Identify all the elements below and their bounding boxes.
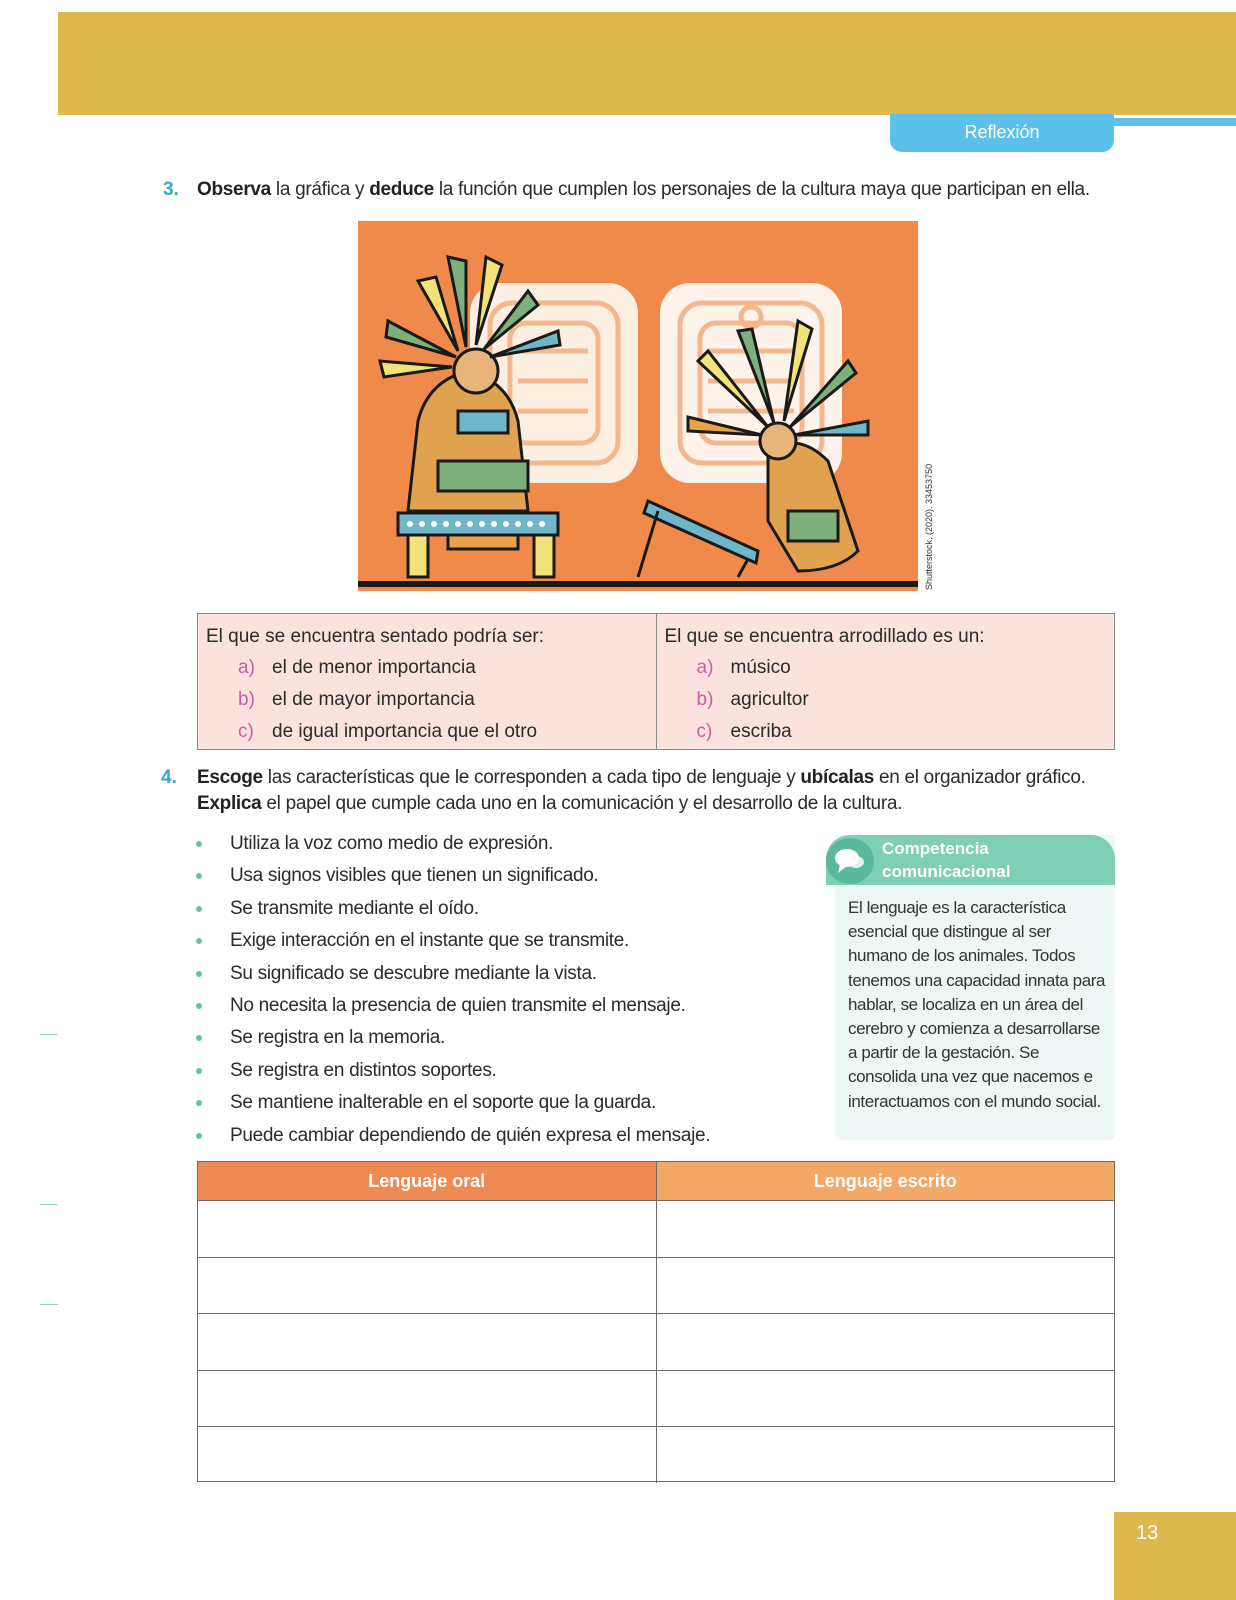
language-organizer-table [197, 1161, 1115, 1482]
competencia-title [882, 837, 1102, 883]
list-item-text: Se transmite mediante el oído. [230, 897, 479, 919]
speech-bubble-icon [826, 838, 874, 884]
bullet-icon [196, 873, 202, 879]
list-item-text: Se mantiene inalterable en el soporte que la guarda. [230, 1092, 656, 1114]
table-row [198, 1257, 1114, 1314]
oral-cell[interactable] [198, 1371, 657, 1427]
verb-observa: Observa [197, 179, 271, 200]
option-letter: a) [696, 657, 714, 678]
competencia-title-line: comunicacional [882, 862, 1011, 881]
oral-cell[interactable] [198, 1201, 657, 1257]
bullet-icon [196, 1100, 202, 1106]
list-item [196, 1120, 796, 1152]
header-lenguaje-escrito: Lenguaje escrito [657, 1162, 1115, 1200]
q3-text-part: la función que cumplen los personajes de la cultura maya que participan en ella. [433, 179, 1090, 200]
q3-text-part: la gráfica y [270, 179, 370, 200]
list-item [196, 958, 796, 990]
image-credit-text: Shutterstock, (2020). 33453750 [924, 463, 934, 590]
question-4-text [197, 765, 1127, 817]
list-item-text: Exige interacción en el instante que se transmite. [230, 930, 630, 952]
ground-line [358, 581, 918, 587]
list-item [196, 990, 796, 1022]
option-text: escriba [730, 721, 792, 742]
list-item [196, 893, 796, 925]
competencia-title-line: Competencia [882, 839, 989, 858]
maya-illustration [358, 221, 918, 591]
options-table [197, 613, 1115, 750]
option-letter: b) [696, 689, 714, 710]
verb-escoge: Escoge [197, 767, 263, 788]
question-3-text [197, 177, 1117, 203]
bullet-icon [196, 906, 202, 912]
list-item-text: Usa signos visibles que tienen un significado. [230, 865, 599, 887]
bullet-icon [196, 841, 202, 847]
organizer-header [198, 1162, 1114, 1200]
top-color-band [58, 12, 1236, 115]
page-number: 13 [1114, 1512, 1236, 1600]
option-text: agricultor [730, 689, 809, 710]
option-letter: c) [238, 721, 254, 742]
question-3-number: 3. [163, 179, 179, 200]
bullet-icon [196, 1133, 202, 1139]
oral-cell[interactable] [198, 1314, 657, 1370]
option-item[interactable] [665, 716, 1107, 748]
option-item[interactable] [665, 652, 1107, 684]
table-row [198, 1200, 1114, 1257]
list-item-text: Utiliza la voz como medio de expresión. [230, 833, 554, 854]
oral-cell[interactable] [198, 1258, 657, 1314]
escrito-cell[interactable] [657, 1427, 1115, 1483]
q4-text-part: el papel que cumple cada uno en la comunicación y el desarrollo de la cultura. [261, 793, 903, 814]
list-item-text: No necesita la presencia de quien transmite el mensaje. [230, 995, 686, 1017]
option-letter: a) [238, 657, 255, 678]
list-item-text: Su significado se descubre mediante la vista. [230, 962, 597, 984]
option-item[interactable] [206, 684, 648, 716]
list-item [196, 1055, 796, 1087]
list-item-text: Se registra en la memoria. [230, 1027, 446, 1049]
image-credit [924, 450, 940, 590]
section-tab-reflexion: Reflexión [890, 114, 1114, 152]
options-column-kneeling [657, 614, 1115, 749]
bullet-icon [196, 1003, 202, 1009]
margin-mark [40, 1204, 58, 1205]
option-item[interactable] [665, 684, 1107, 716]
competencia-body: El lenguaje es la característica esencial que distingue al ser humano de los animales. Todos tenemos una capacidad innata para hablar, se localiza en un área del cerebro y comienza a desarrollarse a partir de la gestación. Se consolida una vez que nacemos e interactuamos con el mundo social. [848, 898, 1106, 1111]
option-letter: c) [696, 721, 713, 742]
option-text: de igual importancia que el otro [272, 721, 538, 742]
table-row [198, 1370, 1114, 1427]
option-item[interactable] [206, 652, 648, 684]
option-item[interactable] [206, 716, 648, 748]
escrito-cell[interactable] [657, 1258, 1115, 1314]
table-row [198, 1426, 1114, 1483]
option-text: el de menor importancia [272, 657, 476, 678]
bullet-icon [196, 938, 202, 944]
header-lenguaje-oral: Lenguaje oral [198, 1162, 657, 1200]
list-item [196, 1087, 796, 1119]
list-item-text: Se registra en distintos soportes. [230, 1059, 497, 1081]
option-letter: b) [238, 689, 255, 710]
list-item-text: Puede cambiar dependiendo de quién expresa el mensaje. [230, 1124, 711, 1146]
verb-explica: Explica [197, 793, 262, 814]
oral-cell[interactable] [198, 1427, 657, 1483]
list-item [196, 860, 796, 892]
list-item [196, 828, 796, 860]
bullet-icon [196, 1068, 202, 1074]
escrito-cell[interactable] [657, 1371, 1115, 1427]
list-item [196, 1022, 796, 1054]
q4-text-part: las características que le corresponden a cada tipo de lenguaje y [262, 767, 801, 788]
margin-mark [40, 1034, 58, 1035]
characteristics-list [196, 828, 796, 1152]
escrito-cell[interactable] [657, 1314, 1115, 1370]
options-column-seated [198, 614, 657, 749]
options-heading: El que se encuentra arrodillado es un: [664, 626, 985, 647]
q4-text-part: en el organizador gráfico. [874, 767, 1086, 788]
option-text: el de mayor importancia [272, 689, 475, 710]
bullet-icon [196, 1035, 202, 1041]
escrito-cell[interactable] [657, 1201, 1115, 1257]
verb-deduce: deduce [369, 179, 434, 200]
verb-ubicalas: ubícalas [800, 767, 875, 788]
question-4-number: 4. [161, 767, 177, 788]
table-row [198, 1313, 1114, 1370]
section-tab-line [1114, 118, 1236, 126]
list-item [196, 925, 796, 957]
option-text: músico [730, 657, 791, 678]
margin-mark [40, 1304, 58, 1305]
bullet-icon [196, 971, 202, 977]
options-heading: El que se encuentra sentado podría ser: [206, 626, 545, 647]
